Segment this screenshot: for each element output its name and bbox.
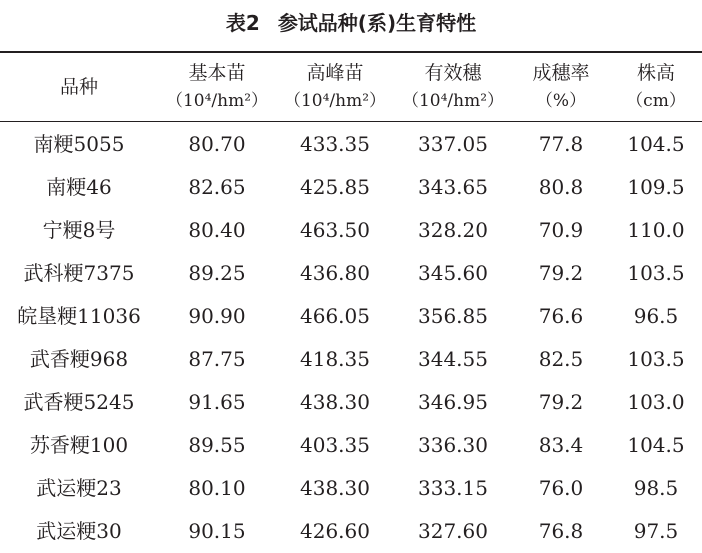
cell-plant-height: 103.5 <box>627 347 685 371</box>
cell-variety: 武香粳968 <box>29 347 129 371</box>
cell-basic-seedlings: 80.10 <box>188 476 246 500</box>
cell-plant-height: 97.5 <box>633 519 679 543</box>
cell-variety: 武运粳23 <box>36 476 122 500</box>
cell-panicle-rate: 76.6 <box>538 304 584 328</box>
cell-basic-seedlings: 80.70 <box>188 132 246 156</box>
cell-peak-seedlings: 418.35 <box>300 347 370 371</box>
cell-effective-panicles: 356.85 <box>418 304 488 328</box>
table-row <box>0 121 702 166</box>
cell-variety: 宁粳8号 <box>42 218 116 242</box>
col-header-effective-panicles: 有效穗 （10⁴/hm²） <box>394 53 512 121</box>
cell-panicle-rate: 83.4 <box>538 433 584 457</box>
table-row <box>0 510 702 553</box>
cell-panicle-rate: 77.8 <box>538 132 584 156</box>
cell-peak-seedlings: 403.35 <box>300 433 370 457</box>
col-header-variety: 品种 <box>59 76 98 98</box>
cell-variety: 苏香粳100 <box>29 433 129 457</box>
table-caption <box>0 6 702 40</box>
cell-panicle-rate: 79.2 <box>538 261 584 285</box>
cell-peak-seedlings: 438.30 <box>300 476 370 500</box>
cell-basic-seedlings: 90.90 <box>188 304 246 328</box>
cell-panicle-rate: 70.9 <box>538 218 584 242</box>
cell-basic-seedlings: 87.75 <box>188 347 246 371</box>
cell-panicle-rate: 76.0 <box>538 476 584 500</box>
unit-label: （%） <box>535 91 587 111</box>
cell-effective-panicles: 345.60 <box>418 261 488 285</box>
cell-effective-panicles: 327.60 <box>418 519 488 543</box>
table-row <box>0 295 702 338</box>
header-row <box>0 53 702 121</box>
cell-plant-height: 110.0 <box>627 218 685 242</box>
cell-variety: 南粳5055 <box>33 132 125 156</box>
col-header-peak-seedlings: 高峰苗 （10⁴/hm²） <box>276 53 394 121</box>
col-header-basic-seedlings: 基本苗 （10⁴/hm²） <box>158 53 276 121</box>
table-row <box>0 166 702 209</box>
cell-effective-panicles: 344.55 <box>418 347 488 371</box>
unit-label: （10⁴/hm²） <box>283 91 387 111</box>
cell-variety: 南粳46 <box>46 175 112 199</box>
table-row <box>0 338 702 381</box>
cell-peak-seedlings: 436.80 <box>300 261 370 285</box>
cell-peak-seedlings: 426.60 <box>300 519 370 543</box>
cell-basic-seedlings: 80.40 <box>188 218 246 242</box>
cell-basic-seedlings: 91.65 <box>188 390 246 414</box>
cell-panicle-rate: 79.2 <box>538 390 584 414</box>
cell-effective-panicles: 333.15 <box>418 476 488 500</box>
cell-basic-seedlings: 82.65 <box>188 175 246 199</box>
cell-peak-seedlings: 433.35 <box>300 132 370 156</box>
cell-plant-height: 103.0 <box>627 390 685 414</box>
cell-peak-seedlings: 438.30 <box>300 390 370 414</box>
cell-effective-panicles: 336.30 <box>418 433 488 457</box>
unit-label: （10⁴/hm²） <box>401 91 505 111</box>
table-title: 参试品种(系)生育特性 <box>277 11 477 35</box>
cell-variety: 武科粳7375 <box>23 261 135 285</box>
col-header-panicle-rate: 成穗率 （%） <box>512 53 610 121</box>
col-header-plant-height: 株高 （cm） <box>610 53 702 121</box>
cell-peak-seedlings: 466.05 <box>300 304 370 328</box>
cell-panicle-rate: 80.8 <box>538 175 584 199</box>
cell-effective-panicles: 328.20 <box>418 218 488 242</box>
cell-basic-seedlings: 89.25 <box>188 261 246 285</box>
unit-label: （10⁴/hm²） <box>165 91 269 111</box>
cell-plant-height: 109.5 <box>627 175 685 199</box>
cell-plant-height: 96.5 <box>633 304 679 328</box>
cell-plant-height: 103.5 <box>627 261 685 285</box>
table-number: 表2 <box>225 11 260 35</box>
cell-variety: 武运粳30 <box>36 519 122 543</box>
cell-effective-panicles: 337.05 <box>418 132 488 156</box>
table-row <box>0 381 702 424</box>
cell-plant-height: 98.5 <box>633 476 679 500</box>
cell-effective-panicles: 343.65 <box>418 175 488 199</box>
cell-peak-seedlings: 463.50 <box>300 218 370 242</box>
cell-basic-seedlings: 89.55 <box>188 433 246 457</box>
cell-variety: 皖垦粳11036 <box>17 304 141 328</box>
cell-basic-seedlings: 90.15 <box>188 519 246 543</box>
table-row <box>0 252 702 295</box>
growth-traits-table <box>0 53 702 553</box>
unit-label: （cm） <box>626 91 686 111</box>
cell-panicle-rate: 76.8 <box>538 519 584 543</box>
cell-plant-height: 104.5 <box>627 132 685 156</box>
cell-peak-seedlings: 425.85 <box>300 175 370 199</box>
cell-variety: 武香粳5245 <box>23 390 135 414</box>
table-row <box>0 209 702 252</box>
table-row <box>0 424 702 467</box>
cell-panicle-rate: 82.5 <box>538 347 584 371</box>
table-row <box>0 467 702 510</box>
cell-effective-panicles: 346.95 <box>418 390 488 414</box>
cell-plant-height: 104.5 <box>627 433 685 457</box>
